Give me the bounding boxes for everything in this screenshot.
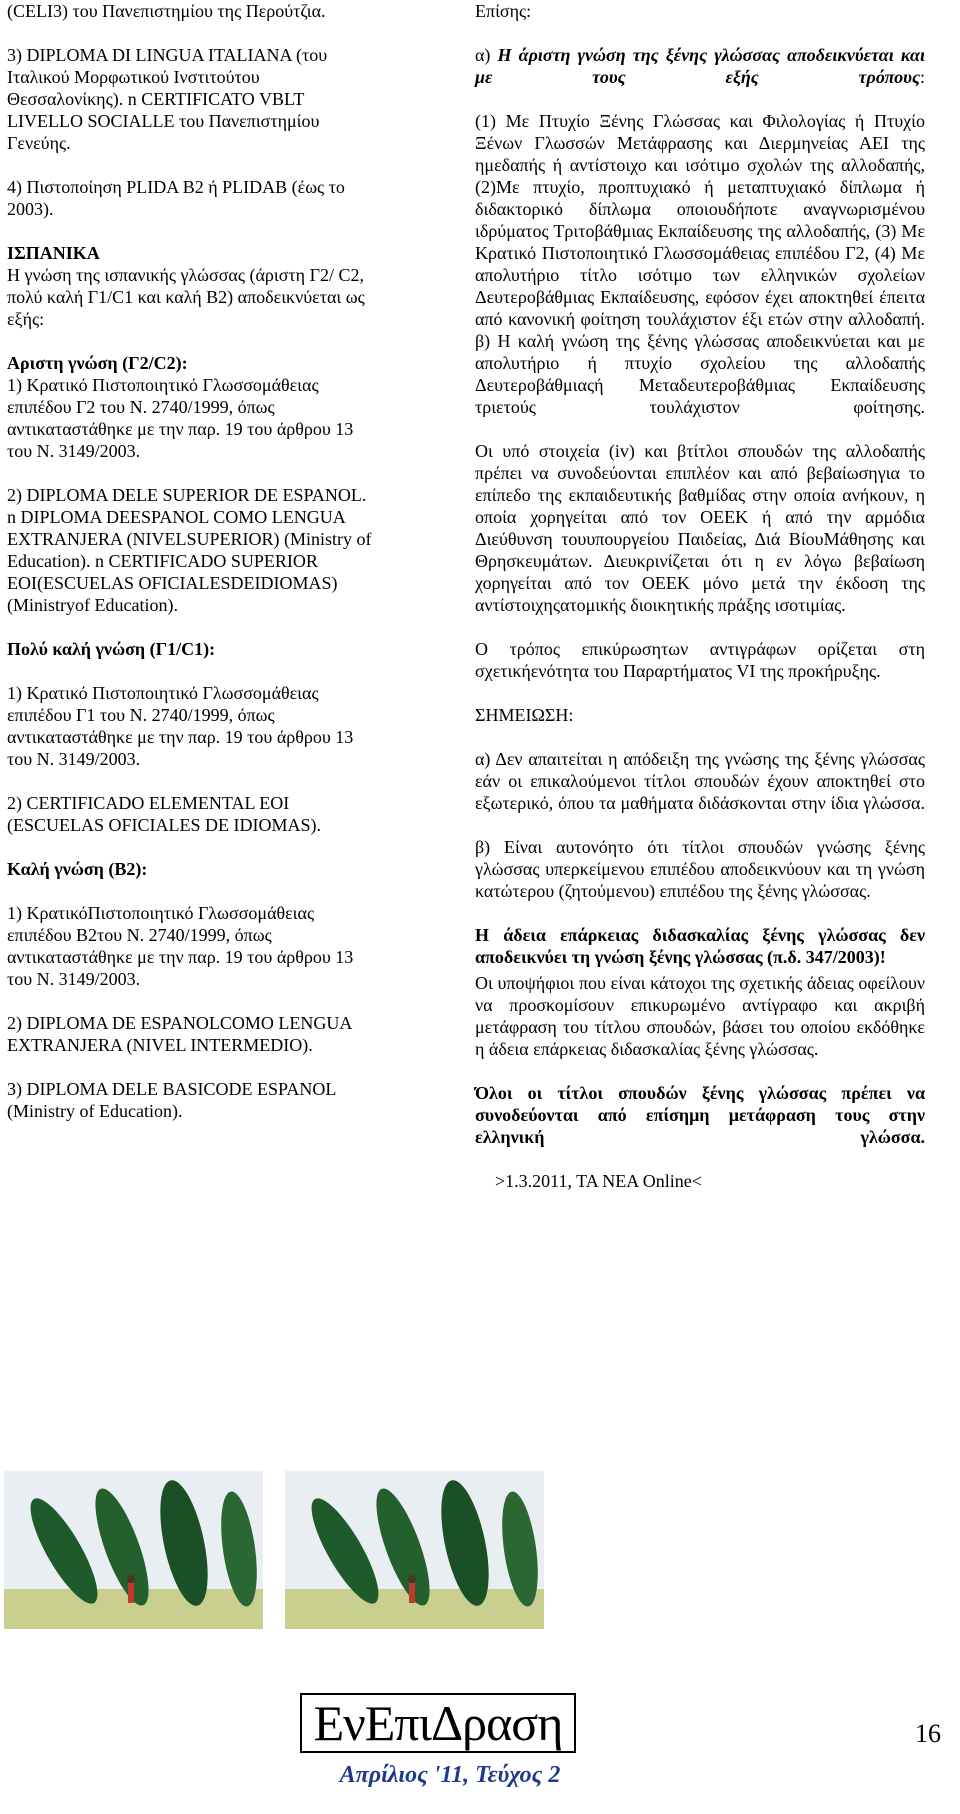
subheading-very-good: Πολύ καλή γνώση (Γ1/C1): — [7, 639, 216, 659]
page-number: 16 — [915, 1719, 941, 1748]
masthead-logo — [300, 1693, 580, 1758]
cypress-trees-icon — [4, 1471, 263, 1629]
cypress-trees-photo — [285, 1471, 544, 1629]
paragraph: 3) DIPLOMA DELE BASICODE ESPANOL (Ministry of Education). — [7, 1079, 336, 1121]
paragraph: 2) DIPLOMA DELE SUPERIOR DE ESPANOL. n DIPLOMA DEESPANOL COMO LENGUA EXTRANJERA (NIVELSUPERIOR) (Ministry of Education). n CERTIFICADO SUPERIOR EOI(ESCUELAS OFICIALESDEIDIOMAS)(Ministryof Education). — [7, 485, 372, 615]
paragraph: 2) DIPLOMA DE ESPANOLCOMO LENGUA EXTRANJERA (NIVEL INTERMEDIO). — [7, 1013, 352, 1055]
cypress-trees-photo — [4, 1471, 263, 1629]
masthead-title: ΕνΕπιΔραση — [300, 1693, 576, 1753]
paragraph: Η γνώση της ισπανικής γλώσσας (άριστη Γ2/ C2, πολύ καλή Γ1/C1 και καλή Β2) αποδεικνύεται ως εξής: — [7, 265, 365, 329]
paragraph-a — [475, 44, 925, 88]
left-column — [7, 0, 379, 1122]
subheading-excellent: Αριστη γνώση (Γ2/C2): — [7, 353, 188, 373]
paragraph: 3) DIPLOMA DI LINGUA ITALIANA (του Ιταλικού Μορφωτικού Ινστιτούτου Θεσσαλονίκης). n CERTIFICATO VBLT LIVELLO SOCIALLE του Πανεπιστημίου Γενεύης. — [7, 45, 328, 153]
paragraph: Ο τρόπος επικύρωσητων αντιγράφων ορίζεται στη σχετικήενότητα του Παραρτήματος VI της προκήρυξης. — [475, 639, 925, 681]
paragraph: Οι υποψήφιοι που είναι κάτοχοι της σχετικής άδειας οφείλουν να προσκομίσουν επικυρωμένο αντίγραφο και ακριβή μετάφραση του τίτλου σπουδών, βάσει του οποίου εκδόθηκε η άδεια επάρκειας διδασκαλίας ξένης γλώσσας. — [475, 973, 925, 1059]
text: α) — [475, 45, 498, 65]
paragraph: β) Είναι αυτονόητο ότι τίτλοι σπουδών γνώσης ξένης γλώσσας υπερκείμενου επιπέδου αποδεικνύουν και τη γνώση κατώτερου (ζητούμενου) επιπέδου της ξένης γλώσσας. — [475, 837, 925, 901]
bold-paragraph: Η άδεια επάρκειας διδασκαλίας ξένης γλώσσας δεν αποδεικνύει τη γνώση ξένης γλώσσας (π.δ. 347/2003)! — [475, 925, 925, 967]
paragraph: Οι υπό στοιχεία (iv) και βτίτλοι σπουδών της αλλοδαπής πρέπει να συνοδεύονται επιπλέον και από βεβαίωσηγια το επίπεδο της εκπαιδευτικής βαθμίδας στην οποία ανήκουν, η οποία χορηγείται από τον ΟΕΕΚ ή από την αρμόδια Διεύθυνση τουυπουργείου Παιδείας, Διά ΒίουΜάθησης και Θρησκευμάτων. Διευκρινίζεται ότι η εν λόγω βεβαίωση χορηγείται από τον ΟΕΕΚ μόνο μετά την έκδοση της αντίστοιχηςατομικής διοικητικής πράξης ισοτιμίας. — [475, 441, 925, 615]
bold-text: Η άριστη γνώση της ξένης γλώσσας αποδεικνύεται και με τους εξής τρόπους — [475, 45, 925, 87]
paragraph: Επίσης: — [475, 1, 532, 21]
paragraph: 1) Κρατικό Πιστοποιητικό Γλωσσομάθειας επιπέδου Γ2 του Ν. 2740/1999, όπως αντικαταστάθηκε με την παρ. 19 του άρθρου 13 του Ν. 3149/2003. — [7, 375, 354, 461]
paragraph: 1) Κρατικό Πιστοποιητικό Γλωσσομάθειας επιπέδου Γ1 του Ν. 2740/1999, όπως αντικαταστάθηκε με την παρ. 19 του άρθρου 13 του Ν. 3149/2003. — [7, 683, 354, 769]
paragraph: (CELI3) του Πανεπιστημίου της Περούτζια. — [7, 1, 326, 21]
bold-paragraph: Όλοι οι τίτλοι σπουδών ξένης γλώσσας πρέπει να συνοδεύονται από επίσημη μετάφραση τους στην ελληνική γλώσσα. — [475, 1083, 925, 1147]
text: : — [919, 67, 925, 87]
paragraph: 1) ΚρατικόΠιστοποιητικό Γλωσσομάθειας επιπέδου Β2του Ν. 2740/1999, όπως αντικαταστάθηκε με την παρ. 19 του άρθρου 13 του Ν. 3149/2003. — [7, 903, 354, 989]
cypress-trees-icon — [285, 1471, 544, 1629]
paragraph: 2) CERTIFICADO ELEMENTAL EOI (ESCUELAS OFICIALES DE IDIOMAS). — [7, 793, 321, 835]
subheading-good: Καλή γνώση (Β2): — [7, 859, 148, 879]
paragraph: 4) Πιστοποίηση PLIDA B2 ή PLIDAB (έως το 2003). — [7, 177, 345, 219]
paragraph: (1) Με Πτυχίο Ξένης Γλώσσας και Φιλολογίας ή Πτυχίο Ξένων Γλωσσών Μετάφρασης και Διερμηνείας ΑΕΙ της ημεδαπής ή αντίστοιχο και ισότιμο σχολών της αλλοδαπής, (2)Με πτυχίο, προπτυχιακό ή μεταπτυχιακό δίπλωμα ή διδακτορικό δίπλωμα οποιουδήποτε αναγνωρισμένου ιδρύματος Τριτοβάθμιας Εκπαίδευσης της αλλοδαπής, (3) Με Κρατικό Πιστοποιητικό Γλωσσομάθειας επιπέδου Γ2, (4) Με απολυτήριο τίτλο ισότιμο των ελληνικών σχολείων Δευτεροβάθμιας Εκπαίδευσης, εφόσον έχει αποκτηθεί έπειτα από κανονική φοίτηση τουλάχιστον έξι ετών στην αλλοδαπή. β) Η καλή γνώση της ξένης γλώσσας αποδεικνύεται και με απολυτήριο ή πτυχίο σχολείου της αλλοδαπής Δευτεροβάθμιαςή Μεταδευτεροβάθμιας Εκπαίδευσης τριετούς τουλάχιστον φοίτησης. — [475, 111, 925, 417]
section-heading-spanish: ΙΣΠΑΝΙΚΑ — [7, 243, 100, 263]
issue-label: Απρίλιος '11, Τεύχος 2 — [339, 1762, 561, 1788]
right-column — [475, 0, 925, 1192]
source-reference: >1.3.2011, TA NEA Online< — [495, 1171, 702, 1191]
paragraph: α) Δεν απαιτείται η απόδειξη της γνώσης της ξένης γλώσσας εάν οι επικαλούμενοι τίτλοι σπουδών έχουν αποκτηθεί στο εξωτερικό, όπου τα μαθήματα διδάσκονται στην ίδια γλώσσα. — [475, 749, 925, 813]
note-heading: ΣΗΜΕΙΩΣΗ: — [475, 705, 574, 725]
